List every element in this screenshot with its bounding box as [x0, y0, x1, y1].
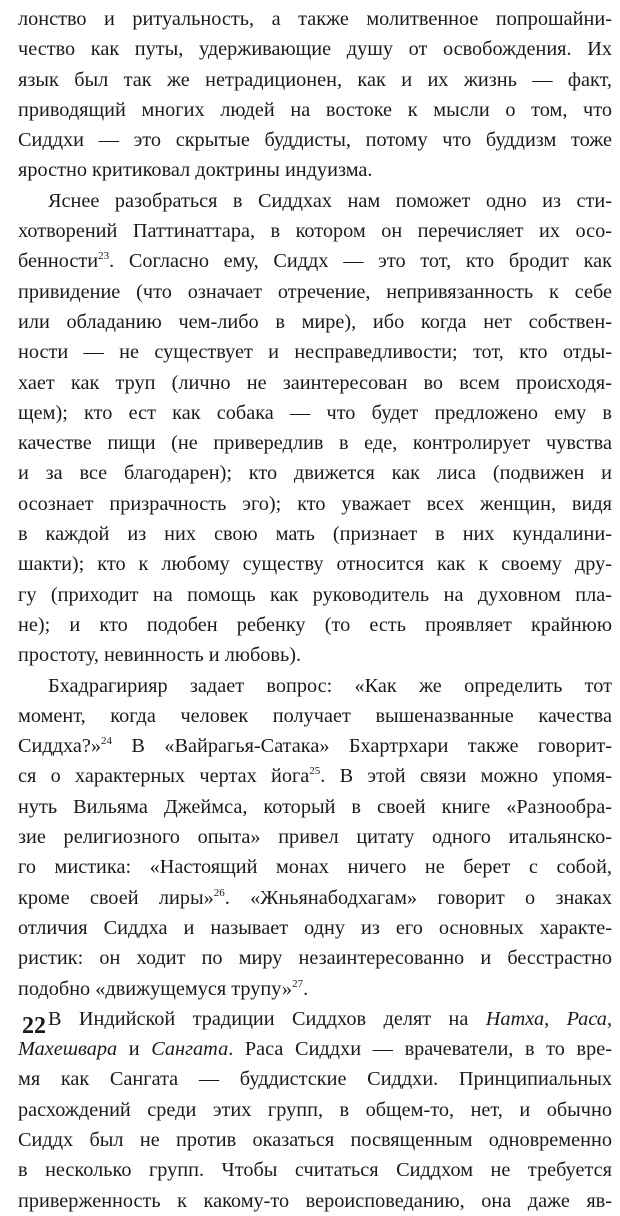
text-line: приверженность к какому-то вероисповеданию, она даже яв- [18, 1189, 612, 1212]
text-line: нуть Вильяма Джеймса, который в своей книге «Разнообра- [18, 795, 612, 818]
text-line: осознает призрачность эго); кто уважает всех женщин, видя [18, 492, 612, 515]
italic-term: Махешвара [18, 1038, 118, 1061]
text-line: бенности$^{23}$. Согласно ему, Сиддх — это тот, кто бродит как [18, 250, 612, 273]
text-line: расхождений среди этих групп, в общем-то, нет, и обычно [18, 1098, 612, 1121]
text-line: привидение (что означает отречение, непривязанность к себе [18, 280, 612, 303]
italic-term: Сангата [151, 1038, 229, 1061]
text-line: щем); кто ест как собака — что будет предложено ему в [18, 401, 612, 424]
text-line: яростно критиковал доктрины индуизма. [18, 159, 373, 182]
text-line: приводящий многих людей на востоке к мысли о том, что [18, 98, 612, 121]
footnote-ref: 27 [292, 977, 304, 990]
text-line: Яснее разобраться в Сиддхах нам поможет одно из сти- [48, 189, 612, 212]
footnote-ref: 25 [309, 765, 321, 778]
text-line: кроме своей лиры»$^{26}$. «Жньянабодхагам» говорит о знаках [18, 886, 612, 909]
paragraph [18, 671, 612, 1004]
footnote-ref: 23 [98, 250, 110, 263]
text-line: хотворений Паттинаттара, в котором он перечисляет их осо- [18, 220, 612, 243]
text-line: зие религиозного опыта» привел цитату одного итальянско- [18, 826, 612, 849]
text-line: чество как путы, удерживающие душу от освобождения. Их [18, 38, 612, 61]
text-line: лонство и ритуальность, а также молитвенное попрошайни- [18, 8, 612, 30]
text-line: простоту, невинность и любовь). [18, 644, 302, 667]
text-line: Махешвара и Сангата. Раса Сиддхи — врачеватели, в то вре- [18, 1038, 612, 1061]
text-line: качестве пищи (не привередлив в еде, контролирует чувства [18, 432, 612, 455]
text-line: Бхадрагирияр задает вопрос: «Как же определить тот [48, 674, 612, 697]
body-text [18, 4, 612, 1216]
page-number: 22 [22, 1013, 46, 1039]
text-line: момент, когда человек получает вышеназванные качества [18, 704, 612, 727]
footnote-ref: 24 [101, 735, 113, 748]
text-line: Сиддх был не против оказаться посвященным одновременно [18, 1128, 612, 1151]
text-line: подобно «движущемуся трупу»$^{27}$. [18, 977, 309, 1000]
text-line: отличия Сиддха и называет одну из его основных характе- [18, 916, 612, 939]
text-line: Сиддха?»$^{24}$ В «Вайрагья-Сатака» Бхартрхари также говорит- [18, 735, 612, 758]
italic-term: Натха [485, 1007, 545, 1030]
paragraph [18, 1004, 612, 1216]
text-line: гу (приходит на помощь как руководитель на духовном пла- [18, 583, 612, 606]
text-line: шакти); кто к любому существу относится как к своему дру- [18, 553, 612, 576]
text-line: ся о характерных чертах йога$^{25}$. В этой связи можно упомя- [18, 765, 612, 788]
text-line: мя как Сангата — буддистские Сиддхи. Принципиальных [18, 1068, 612, 1091]
paragraph [18, 186, 612, 671]
text-line: или обладанию чем-либо в мире), ибо когда нет собствен- [18, 310, 612, 333]
paragraph [18, 4, 612, 186]
text-line: го мистика: «Настоящий монах ничего не берет с собой, [18, 856, 612, 879]
italic-term: Раса [566, 1007, 607, 1030]
text-line: ристик: он ходит по миру незаинтересованно и бесстрастно [18, 947, 612, 970]
text-line: В Индийской традиции Сиддхов делят на Натха, Раса, [48, 1007, 612, 1030]
footnote-ref: 26 [213, 886, 225, 899]
text-line: Сиддхи — это скрытые буддисты, потому что буддизм тоже [18, 129, 612, 152]
text-line: хает как труп (лично не заинтересован во всем происходя- [18, 371, 612, 394]
text-line: не); и кто подобен ребенку (то есть проявляет крайнюю [18, 613, 612, 636]
text-line: и за все благодарен); кто движется как лиса (подвижен и [18, 462, 612, 485]
text-line: в несколько групп. Чтобы считаться Сиддхом не требуется [18, 1159, 612, 1182]
text-line: язык был так же нетрадиционен, как и их жизнь — факт, [18, 68, 612, 91]
text-line: ности — не существует и несправедливости; тот, кто отды- [18, 341, 612, 364]
text-line: в каждой из них свою мать (признает в них кундалини- [18, 523, 612, 546]
